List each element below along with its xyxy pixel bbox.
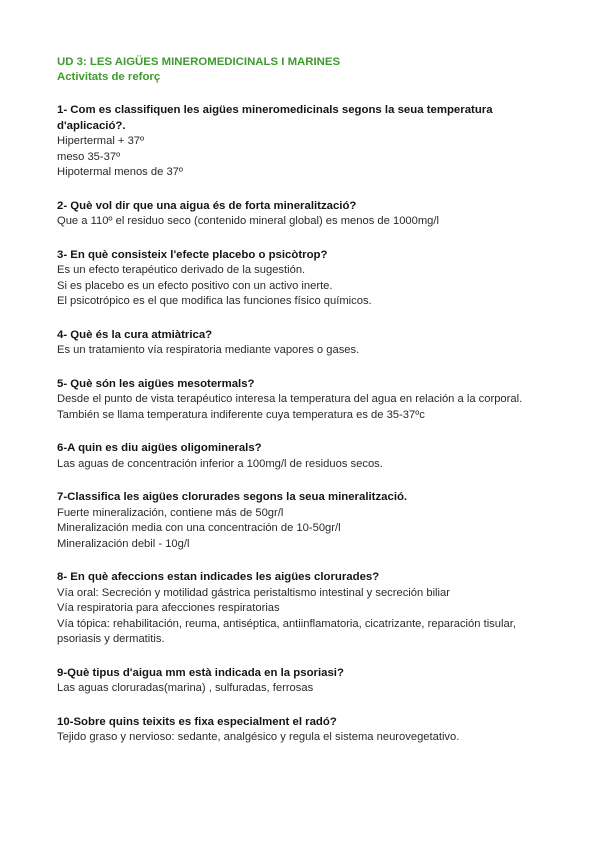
answer-line: Vía respiratoria para afecciones respiratorias <box>57 602 280 614</box>
answer-line: Fuerte mineralización, contiene más de 50gr/l <box>57 506 284 519</box>
answer-line: El psicotrópico es el que modifica las funciones físico químicos. <box>57 295 372 307</box>
question-block <box>57 199 557 230</box>
document-title: UD 3: LES AIGÜES MINEROMEDICINALS I MARINES <box>57 56 341 68</box>
question-text: 8- En què afeccions estan indicades les aigües clorurades? <box>57 571 380 583</box>
answer-line: Las aguas cloruradas(marina) , sulfuradas, ferrosas <box>57 682 314 694</box>
question-text: 10-Sobre quins teixits es fixa especialment el radó? <box>57 715 337 728</box>
question-block <box>57 715 557 746</box>
question-block <box>57 103 557 181</box>
answer-line: meso 35-37º <box>57 150 121 163</box>
question-text: 3- En què consisteix l'efecte placebo o psicòtrop? <box>57 248 328 261</box>
answer-line: Desde el punto de vista terapéutico interesa la temperatura del agua en relación a la corporal. <box>57 393 523 405</box>
question-text: 6-A quin es diu aigües oligominerals? <box>57 442 262 454</box>
answer-line: Las aguas de concentración inferior a 100mg/l de residuos secos. <box>57 457 383 470</box>
question-text: 2- Què vol dir que una aigua és de forta mineralització? <box>57 199 357 212</box>
question-block <box>57 248 557 310</box>
answer-line: Hipertermal + 37º <box>57 135 145 147</box>
question-block <box>57 490 557 552</box>
question-list <box>57 103 557 746</box>
document-page <box>57 55 557 764</box>
document-subtitle: Activitats de reforç <box>57 71 161 83</box>
answer-line: También se llama temperatura indiferente cuya temperatura es de 35-37ºc <box>57 408 425 421</box>
question-block <box>57 441 557 472</box>
question-block <box>57 666 557 697</box>
question-text: 1- Com es classifiquen les aigües mineromedicinals segons la seua temperatura d'aplicació?. <box>57 104 493 132</box>
question-text: 7-Classifica les aigües clorurades segons la seua mineralització. <box>57 491 408 503</box>
answer-line: Vía oral: Secreción y motilidad gástrica peristaltismo intestinal y secreción biliar <box>57 586 450 599</box>
answer-line: Que a 110º el residuo seco (contenido mineral global) es menos de 1000mg/l <box>57 215 439 227</box>
question-block <box>57 377 557 424</box>
answer-line: Es un tratamiento vía respiratoria mediante vapores o gases. <box>57 344 360 356</box>
question-block <box>57 328 557 359</box>
answer-line: Vía tópica: rehabilitación, reuma, antiséptica, antiinflamatoria, cicatrizante, reparación tisular, psoriasis y dermatitis. <box>57 617 516 645</box>
answer-line: Si es placebo es un efecto positivo con un activo inerte. <box>57 279 333 292</box>
answer-line: Hipotermal menos de 37º <box>57 166 183 178</box>
answer-line: Mineralización debil - 10g/l <box>57 537 190 550</box>
question-text: 9-Què tipus d'aigua mm està indicada en la psoriasi? <box>57 666 344 679</box>
answer-line: Mineralización media con una concentración de 10-50gr/l <box>57 522 341 534</box>
answer-line: Tejido graso y nervioso: sedante, analgésico y regula el sistema neurovegetativo. <box>57 731 460 743</box>
question-block <box>57 570 557 648</box>
question-text: 4- Què és la cura atmiàtrica? <box>57 328 213 341</box>
answer-line: Es un efecto terapéutico derivado de la sugestión. <box>57 264 306 276</box>
question-text: 5- Què són les aigües mesotermals? <box>57 377 255 390</box>
